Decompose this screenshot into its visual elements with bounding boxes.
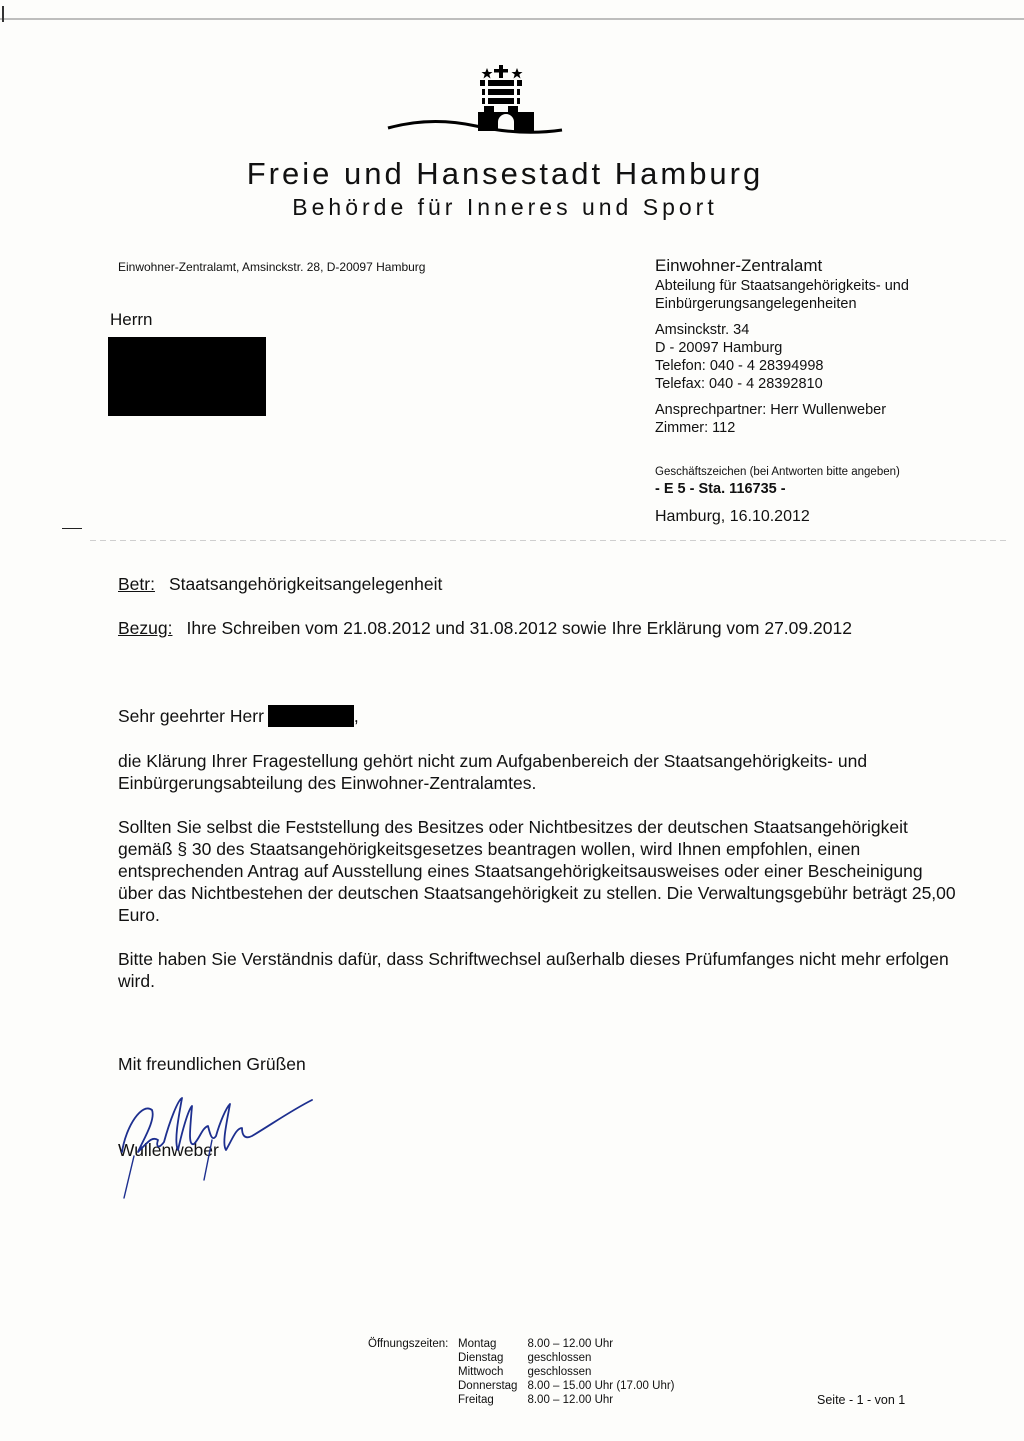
office-fax: Telefax: 040 - 4 28392810: [655, 376, 823, 392]
letter-body: [118, 750, 958, 1014]
office-city: D - 20097 Hamburg: [655, 340, 783, 356]
reference-line: [118, 618, 852, 639]
hours-day: Freitag: [458, 1394, 494, 1406]
handwritten-signature: [112, 1080, 322, 1200]
hours-time: geschlossen: [527, 1352, 592, 1364]
authority-subtitle: Behörde für Inneres und Sport: [292, 194, 718, 220]
reference-label: Geschäftszeichen (bei Antworten bitte angeben): [655, 466, 900, 478]
fold-mark: [62, 528, 82, 529]
reference-line-text: Ihre Schreiben vom 21.08.2012 und 31.08.2012 sowie Ihre Erklärung vom 27.09.2012: [186, 618, 852, 638]
hours-day: Donnerstag: [458, 1380, 518, 1392]
scan-edge-top: [0, 18, 1024, 20]
sender-return-address: Einwohner-Zentralamt, Amsinckstr. 28, D-20097 Hamburg: [118, 260, 426, 274]
subject-text: Staatsangehörigkeitsangelegenheit: [168, 574, 443, 594]
office-department-line2: Einbürgerungsangelegenheiten: [655, 296, 857, 312]
office-street: Amsinckstr. 34: [655, 322, 750, 338]
office-name: Einwohner-Zentralamt: [655, 256, 823, 275]
office-contact-person: Ansprechpartner: Herr Wullenweber: [655, 402, 887, 418]
office-room: Zimmer: 112: [655, 420, 736, 436]
hours-time: 8.00 – 12.00 Uhr: [527, 1338, 614, 1350]
redacted-name: [268, 705, 354, 727]
hamburg-castle-emblem-icon: [386, 56, 566, 142]
scan-separator-line: [90, 540, 1010, 541]
hours-day: Dienstag: [458, 1352, 504, 1364]
hours-row: [458, 1365, 685, 1379]
recipient-salutation: Herrn: [110, 310, 153, 329]
reference-line-label: Bezug:: [118, 618, 173, 638]
hours-row: [458, 1393, 685, 1407]
office-department-line1: Abteilung für Staatsangehörigkeits- und: [655, 278, 909, 294]
office-contact-block: [655, 255, 985, 526]
body-paragraph-2: Sollten Sie selbst die Feststellung des Besitzes oder Nichtbesitzes der deutschen Staatsangehörigkeit gemäß § 30 des Staatsangehörigkeitsgesetzes beantragen wollen, wird Ihnen empfohlen, einen entsprechenden Antrag auf Ausstellung eines Staatsangehörigkeitsausweises oder einer Bescheinigung über das Nichtbestehen der deutschen Staatsangehörigkeit zu stellen. Die Verwaltungsgebühr beträgt 25,00 Euro.: [118, 817, 956, 925]
hours-row: [458, 1379, 685, 1393]
greeting: [118, 705, 359, 727]
letter-date: Hamburg, 16.10.2012: [655, 508, 810, 525]
subject-line: [118, 574, 442, 595]
closing-phrase: Mit freundlichen Grüßen: [118, 1054, 306, 1074]
subject-label: Betr:: [118, 574, 155, 594]
reference-number: - E 5 - Sta. 116735 -: [655, 481, 786, 497]
hours-day: Mittwoch: [458, 1366, 504, 1378]
opening-hours-table: [458, 1337, 685, 1407]
body-paragraph-1: die Klärung Ihrer Fragestellung gehört nicht zum Aufgabenbereich der Staatsangehörigkeits- und Einbürgerungsabteilung des Einwohner-Zentralamtes.: [118, 751, 868, 793]
greeting-text: Sehr geehrter Herr: [118, 706, 264, 726]
authority-title: Freie und Hansestadt Hamburg: [246, 156, 764, 191]
office-phone: Telefon: 040 - 4 28394998: [655, 358, 824, 374]
hours-time: 8.00 – 15.00 Uhr (17.00 Uhr): [527, 1380, 675, 1392]
greeting-comma: ,: [353, 706, 359, 726]
hours-row: [458, 1337, 685, 1351]
redacted-recipient-address: [108, 337, 266, 416]
scan-edge-left: [2, 6, 4, 22]
hours-time: geschlossen: [527, 1366, 592, 1378]
opening-hours-label: Öffnungszeiten:: [368, 1338, 449, 1350]
body-paragraph-3: Bitte haben Sie Verständnis dafür, dass Schriftwechsel außerhalb dieses Prüfumfanges nicht mehr erfolgen wird.: [118, 949, 949, 991]
page-number: Seite - 1 - von 1: [817, 1393, 906, 1407]
hours-time: 8.00 – 12.00 Uhr: [527, 1394, 614, 1406]
signer-name: Wullenweber: [118, 1140, 219, 1160]
hours-day: Montag: [458, 1338, 497, 1350]
hours-row: [458, 1351, 685, 1365]
